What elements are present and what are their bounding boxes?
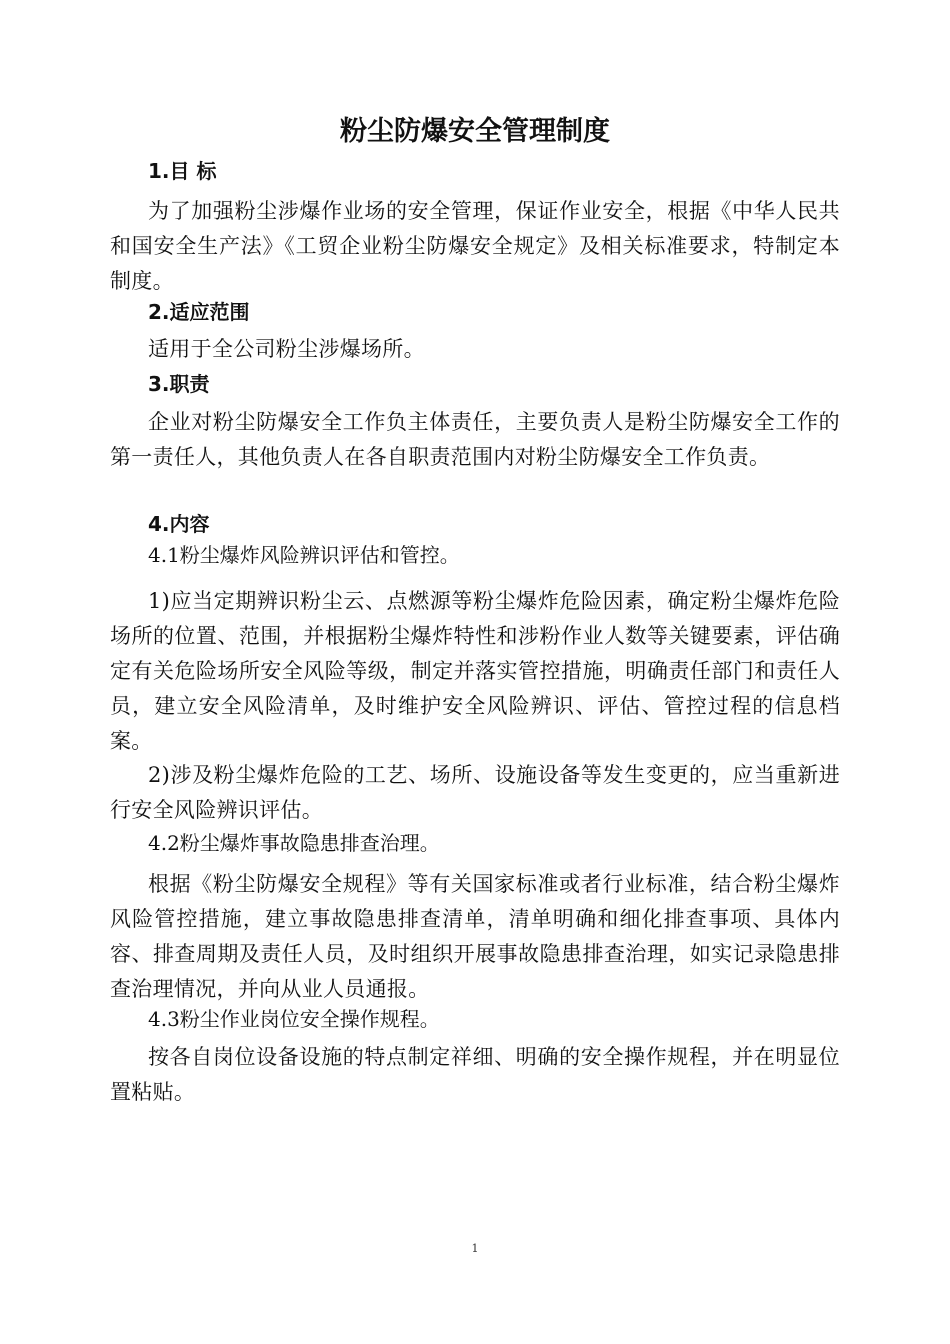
list-item-risk-1: 1)应当定期辨识粉尘云、点燃源等粉尘爆炸危险因素，确定粉尘爆炸危险场所的位置、范围，并根据粉尘爆炸特性和涉粉作业人数等关键要素，评估确定有关危险场所安全风险等级，制定并落实管控措施，明确责任部门和责任人员，建立安全风险清单，及时维护安全风险辨识、评估、管控过程的信息档案。 — [110, 589, 840, 753]
section-text-scope: 适用于全公司粉尘涉爆场所。 — [148, 337, 425, 361]
list-item-risk-2: 2)涉及粉尘爆炸危险的工艺、场所、设施设备等发生变更的，应当重新进行安全风险辨识评估。 — [110, 763, 840, 822]
section-text-operation: 按各自岗位设备设施的特点制定祥细、明确的安全操作规程，并在明显位置粘贴。 — [110, 1045, 840, 1104]
section-heading-content: 4.内容 — [148, 512, 210, 536]
section-heading-responsibility: 3.职责 — [148, 372, 210, 396]
subsection-heading-hazard: 4.2粉尘爆炸事故隐患排查治理。 — [148, 831, 440, 855]
subsection-heading-operation: 4.3粉尘作业岗位安全操作规程。 — [148, 1007, 440, 1031]
section-text-responsibility: 企业对粉尘防爆安全工作负主体责任，主要负责人是粉尘防爆安全工作的第一责任人，其他负责人在各自职责范围内对粉尘防爆安全工作负责。 — [110, 410, 840, 469]
subsection-heading-risk: 4.1粉尘爆炸风险辨识评估和管控。 — [148, 543, 460, 567]
document-title: 粉尘防爆安全管理制度 — [340, 116, 610, 147]
section-text-hazard: 根据《粉尘防爆安全规程》等有关国家标准或者行业标准，结合粉尘爆炸风险管控措施，建立事故隐患排查清单，清单明确和细化排查事项、具体内容、排查周期及责任人员，及时组织开展事故隐患排查治理，如实记录隐患排查治理情况，并向从业人员通报。 — [110, 872, 840, 1001]
section-heading-objective: 1.目 标 — [148, 159, 217, 183]
section-heading-scope: 2.适应范围 — [148, 300, 250, 324]
section-text-objective: 为了加强粉尘涉爆作业场的安全管理，保证作业安全，根据《中华人民共和国安全生产法》《工贸企业粉尘防爆安全规定》及相关标准要求，特制定本制度。 — [110, 199, 840, 293]
page-number: 1 — [471, 1242, 479, 1255]
